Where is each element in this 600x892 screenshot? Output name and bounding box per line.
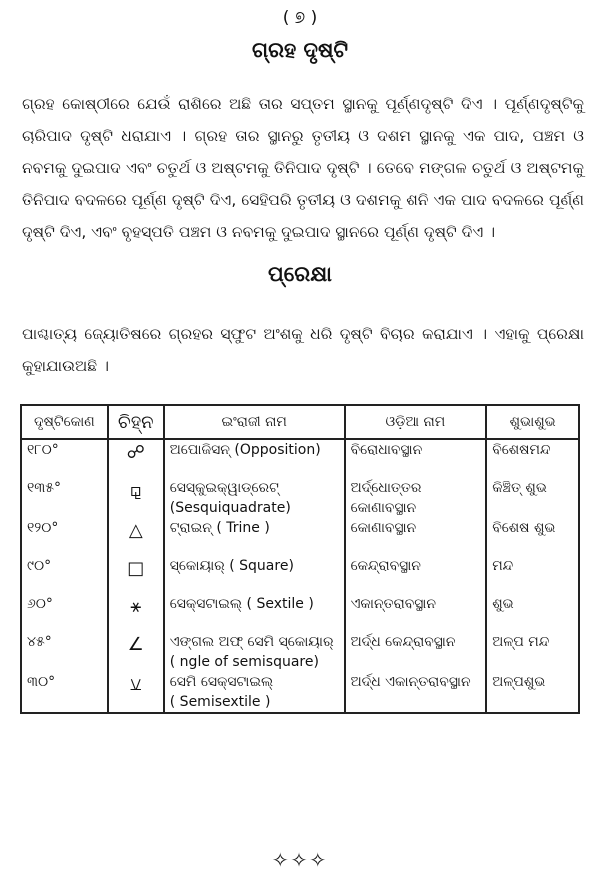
result-cell: ବିଶେଷ ଶୁଭ [486,518,579,556]
table-row [21,672,579,713]
odia-name-cell: ଅର୍ଦ୍ଧ ଏକାନ୍ତରାବସ୍ଥାନ [345,672,487,713]
english-name-cell: ଟ୍ରାଇନ୍ ( Trine ) [164,518,345,556]
table-row [21,556,579,594]
sesquiquadrate-symbol-icon: ⚼ [108,478,164,518]
english-name-cell: ସେକ୍ସଟାଇଲ୍ ( Sextile ) [164,594,345,632]
section-subtitle: ପ୍ରେକ୍ଷା [268,262,332,286]
result-cell: ମନ୍ଦ [486,556,579,594]
degree-cell: ୧୮୦° [21,439,108,478]
result-cell: ଅଳ୍ପଶୁଭ [486,672,579,713]
odia-name-text: ଅର୍ଦ୍ଧୋତ୍ତର [350,480,422,496]
preksha-paragraph: ପାଶ୍ଚାତ୍ୟ ଜ୍ୟୋତିଷରେ ଗ୍ରହର ସ୍ଫୁଟ ଅଂଶକୁ ଧରି ଦୃଷ୍ଟି ବିଚାର କରାଯାଏ । ଏହାକୁ ପ୍ରେକ୍ଷା କୁହାଯାଉଅଛି । [22,325,584,375]
sextile-symbol-icon: ⚹ [108,594,164,632]
table-row [21,478,579,518]
english-name-text-line2: ( ngle of semisquare) [169,654,319,670]
degree-cell: ୯୦° [21,556,108,594]
result-cell: ଅଳ୍ପ ମନ୍ଦ [486,632,579,672]
odia-name-cell: କେନ୍ଦ୍ରାବସ୍ଥାନ [345,556,487,594]
degree-cell: ୪୫° [21,632,108,672]
odia-name-cell: କୋଣାବସ୍ଥାନ [345,518,487,556]
table-row [21,594,579,632]
english-name-text: ଅପୋଜିସନ୍ (Opposition) [169,442,321,458]
degree-cell: ୩୦° [21,672,108,713]
header-degree: ଦୃଷ୍ଟିକୋଣ [21,405,108,439]
odia-name-cell: ଏକାନ୍ତରାବସ୍ଥାନ [345,594,487,632]
table-row [21,518,579,556]
result-cell: କିଞ୍ଚିତ୍ ଶୁଭ [486,478,579,518]
english-name-text: ସେସ୍କୁଇକ୍ୱାଡ୍ରେଟ୍ [169,480,279,496]
odia-name-cell [345,478,487,518]
english-name-text: ସେମି ସେକ୍ସଟାଇଲ୍ [169,674,274,690]
page-number: ( ୭ ) [282,8,318,28]
intro-paragraph: ଗ୍ରହ କୋଷ୍ଠୀରେ ଯେଉଁ ରାଶିରେ ଅଛି ତାର ସପ୍ତମ ସ୍ଥାନକୁ ପୂର୍ଣ୍ଣଦୃଷ୍ଟି ଦିଏ । ପୂର୍ଣ୍ଣଦୃଷ୍ଟିକୁ ଚାରିପାଦ ଦୃଷ୍ଟି ଧରାଯାଏ । ଗ୍ରହ ତାର ସ୍ଥାନରୁ ତୃତୀୟ ଓ ଦଶମ ସ୍ଥାନକୁ ଏକ ପାଦ, ପଞ୍ଚମ ଓ ନବମକୁ ଦୁଇପାଦ ଏବଂ ଚତୁର୍ଥ ଓ ଅଷ୍ଟମକୁ ତିନିପାଦ ଦୃଷ୍ଟି । ତେବେ ମଙ୍ଗଳ ଚତୁର୍ଥ ଓ ଅଷ୍ଟମକୁ ତିନିପାଦ ବଦଳରେ ପୂର୍ଣ୍ଣ ଦୃଷ୍ଟି ଦିଏ, ସେହିପରି ତୃତୀୟ ଓ ଦଶମକୁ ଶନି ଏକ ପାଦ ବଦଳରେ ପୂର୍ଣ୍ଣ ଦୃଷ୍ଟି ଦିଏ, ଏବଂ ବୃହସ୍ପତି ପଞ୍ଚମ ଓ ନବମକୁ ଦୁଇପାଦ ସ୍ଥାନରେ ପୂର୍ଣ୍ଣ ଦୃଷ୍ଟି ଦିଏ । [22,95,584,241]
header-english-name: ଇଂରାଜୀ ନାମ [164,405,345,439]
english-name-cell [164,672,345,713]
result-cell: ବିଶେଷମନ୍ଦ [486,439,579,478]
header-odia-name: ଓଡ଼ିଆ ନାମ [345,405,487,439]
odia-name-text-line2: କୋଣାବସ୍ଥାନ [350,500,417,516]
odia-name-cell: ବିରୋଧାବସ୍ଥାନ [345,439,487,478]
english-name-text: ଏଙ୍ଗଲ ଅଫ୍ ସେମି ସ୍କୋୟାର୍ [169,634,334,650]
header-symbol: ଚିହ୍ନ [108,405,164,439]
english-name-cell [164,478,345,518]
table-header-row [21,405,579,439]
aspects-table [20,404,580,714]
english-name-cell [164,632,345,672]
english-name-cell: ସ୍କୋୟାର୍ ( Square) [164,556,345,594]
table-row [21,632,579,672]
english-name-cell [164,439,345,478]
page-title: ଗ୍ରହ ଦୃଷ୍ଟି [251,38,349,62]
odia-name-cell: ଅର୍ଦ୍ଧ କେନ୍ଦ୍ରାବସ୍ଥାନ [345,632,487,672]
english-name-text-line2: (Sesquiquadrate) [169,500,291,516]
table-row [21,439,579,478]
semisextile-symbol-icon: ⚺ [108,672,164,713]
opposition-symbol-icon: ☍ [108,439,164,478]
english-name-text-line2: ( Semisextile ) [169,694,271,710]
header-result: ଶୁଭାଶୁଭ [486,405,579,439]
degree-cell: ୬୦° [21,594,108,632]
semisquare-symbol-icon: ∠ [108,632,164,672]
result-cell: ଶୁଭ [486,594,579,632]
degree-cell: ୧୩୫° [21,478,108,518]
degree-cell: ୧୨୦° [21,518,108,556]
square-symbol-icon: □ [108,556,164,594]
ornament-divider: ✧✧✧ [271,848,329,872]
trine-symbol-icon: △ [108,518,164,556]
